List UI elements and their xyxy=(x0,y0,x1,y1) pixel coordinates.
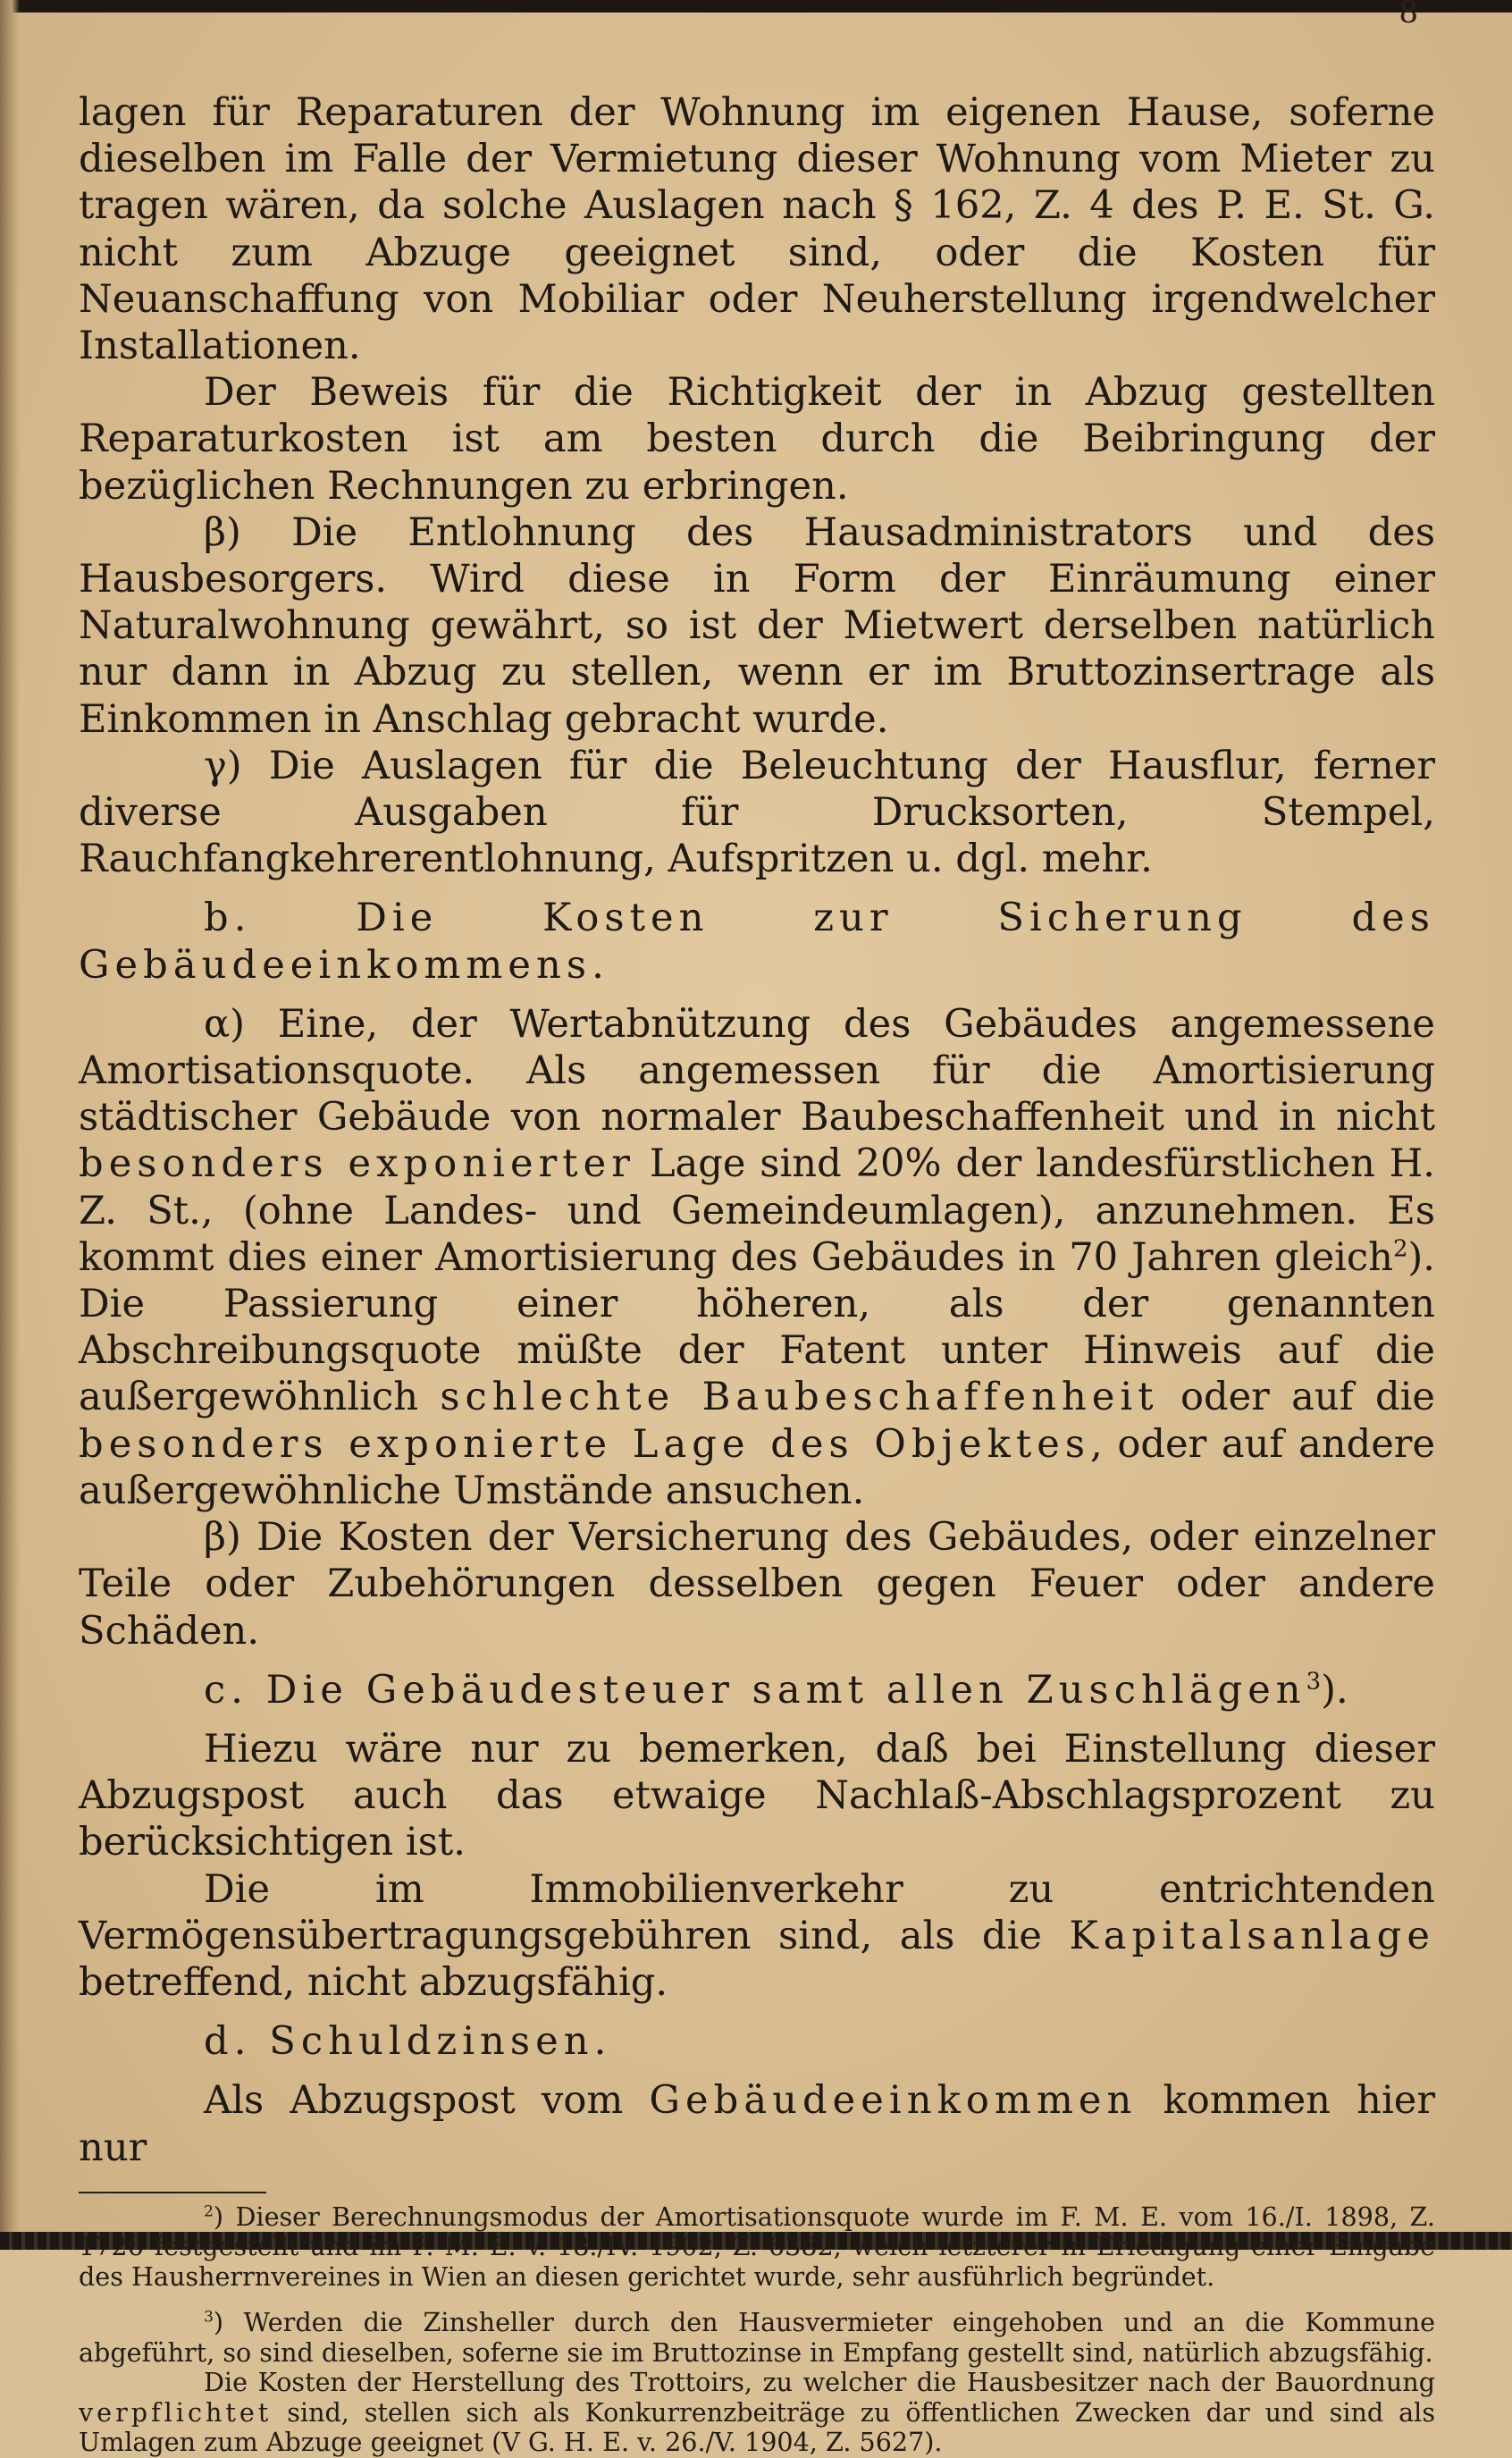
footnote-separator xyxy=(79,2192,266,2193)
footnote-text: Die Kosten der Herstellung des Trottoirs, zu welcher die Hausbesitzer nach der Bauordnung xyxy=(204,2367,1435,2398)
paragraph: Hiezu wäre nur zu bemerken, daß bei Einstellung dieser Abzugspost auch das etwaige Nachlaß-Abschlagsprozent zu berücksichtigen ist. xyxy=(79,1726,1435,1865)
footnote-3 xyxy=(79,2308,1435,2368)
footnote-text: sind, stellen sich als Konkurrenzbeiträge zu öffentlichen Zwecken dar und sind als Umlagen zum Abzuge geeignet (V G. H. E. v. 26./V. 1904, Z. 5627). xyxy=(79,2396,1435,2458)
paragraph: β) Die Entlohnung des Hausadministrators und des Hausbesorgers. Wird diese in Form der Einräumung einer Naturalwohnung gewährt, so ist der Mietwert derselben natürlich nur dann in Abzug zu stellen, wenn er im Bruttozinsertrage als Einkommen in Anschlag gebracht wurde. xyxy=(79,509,1435,742)
text-run: kommen hier nur xyxy=(79,2078,1436,2170)
text-run: Lage sind 20% der landesfürstlichen H. Z. St., (ohne Landes- und Gemeindeumlagen), anzunehmen. Es kommt dies einer Amortisierung des Gebäudes in 70 Jahren gleich xyxy=(79,1141,1435,1280)
footnote-ref: 2 xyxy=(1392,1235,1408,1263)
text-run: Die im Immobilienverkehr zu entrichtenden Vermögensübertragungsgebühren sind, als die xyxy=(79,1866,1435,1958)
paragraph: β) Die Kosten der Versicherung des Gebäudes, oder einzelner Teile oder Zubehörungen desselben gegen Feuer oder andere Schäden. xyxy=(79,1515,1435,1654)
text-run: oder auf die xyxy=(1158,1375,1435,1420)
paragraph: lagen für Reparaturen der Wohnung im eigenen Hause, soferne dieselben im Falle der Vermietung dieser Wohnung vom Mieter zu tragen wären, da solche Auslagen nach § 162, Z. 4 des P. E. St. G. nicht zum Abzuge geeignet sind, oder die Kosten für Neuanschaffung von Mobiliar oder Neuherstellung irgendwelcher Installationen. xyxy=(79,90,1435,369)
footnote-text: ) Werden die Zinsheller durch den Hausvermieter eingehoben und an die Kommune abgeführt, so sind dieselben, soferne sie im Bruttozinse in Empfang gestellt sind, natürlich abzugsfähig. xyxy=(79,2307,1435,2368)
section-heading-b xyxy=(79,895,1435,988)
footnote-ref: 3 xyxy=(1306,1668,1322,1696)
text-run: ). Die Passierung einer höheren, als der genannten Abschreibungsquote müßte der Fatent unter Hinweis auf die außergewöhnlich xyxy=(79,1234,1435,1420)
scan-top-edge xyxy=(0,0,1512,13)
body-text xyxy=(79,89,1435,2458)
section-heading-d-text: d. Schuldzinsen. xyxy=(204,2019,612,2065)
spaced-emphasis: verpflichtet xyxy=(79,2396,273,2428)
paragraph xyxy=(79,2077,1435,2170)
footnote-3-continued xyxy=(79,2368,1435,2458)
text-run: α) Eine, der Wertabnützung des Gebäudes angemessene Amortisationsquote. Als angemessen für die Amortisierung städtischer Gebäude von normaler Baubeschaffenheit und in nicht xyxy=(79,1001,1435,1141)
page-number: 8 xyxy=(1399,0,1418,30)
footnote-mark: 3 xyxy=(204,2308,214,2327)
paragraph xyxy=(79,1866,1435,2007)
paragraph: γ) Die Auslagen für die Beleuchtung der Hausflur, ferner diverse Ausgaben für Drucksorten, Stempel, Rauchfangkehrerentlohnung, Aufspritzen u. dgl. mehr. xyxy=(79,743,1435,882)
spaced-emphasis: besonders exponierter xyxy=(79,1141,635,1187)
text-run: , oder auf andere außergewöhnliche Umstände ansuchen. xyxy=(79,1421,1435,1513)
spaced-emphasis: besonders exponierte Lage des Objektes xyxy=(79,1421,1091,1467)
spaced-emphasis: Gebäudeeinkommen xyxy=(649,2078,1138,2124)
scan-left-edge xyxy=(0,0,20,2250)
text-run: Als Abzugspost vom xyxy=(204,2078,650,2124)
spaced-emphasis: schlechte Baubeschaffenheit xyxy=(440,1375,1159,1420)
footnote-mark: 2 xyxy=(204,2202,214,2221)
text-run: ). xyxy=(1321,1667,1348,1713)
section-heading-b-text: b. Die Kosten zur Sicherung des Gebäudeeinkommens. xyxy=(79,896,1435,988)
section-heading-d xyxy=(79,2018,1435,2065)
section-heading-c xyxy=(79,1667,1435,1713)
section-heading-c-text: c. Die Gebäudesteuer samt allen Zuschlägen xyxy=(204,1667,1306,1713)
footnote-2 xyxy=(79,2202,1435,2293)
spaced-emphasis: Kapitalsanlage xyxy=(1069,1913,1435,1958)
paragraph xyxy=(79,1001,1435,1514)
text-run: betreffend, nicht abzugsfähig. xyxy=(79,1959,668,2005)
footnote-text: ) Dieser Berechnungsmodus der Amortisationsquote wurde im F. M. E. vom 16./I. 1898, Z. 1726 festgestellt und im F. M. E. v. 18./IV. 1902, Z. 6382, welch letzterer in Erledigung einer Eingabe des Hausherrnvereines in Wien an diesen gerichtet wurde, sehr ausführlich begründet. xyxy=(79,2201,1435,2292)
paragraph: Der Beweis für die Richtigkeit der in Abzug gestellten Reparaturkosten ist am besten durch die Beibringung der bezüglichen Rechnungen zu erbringen. xyxy=(79,370,1435,509)
